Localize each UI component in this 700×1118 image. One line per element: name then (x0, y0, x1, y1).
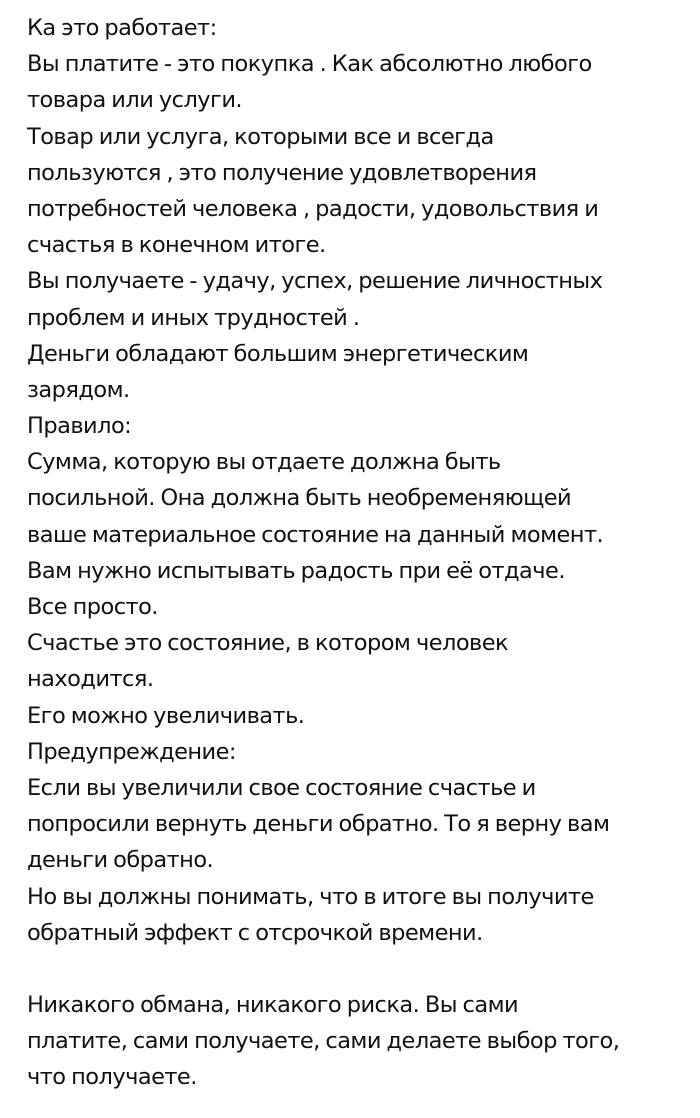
text-line: Деньги обладают большим энергетическим (27, 340, 529, 367)
text-line: Предупреждение: (27, 738, 236, 765)
text-line: потребностей человека , радости, удовольствия и (27, 195, 599, 222)
text-line: Если вы увеличили свое состояние счастье и (27, 774, 536, 801)
text-line: Вы получаете - удачу, успех, решение личностных (27, 268, 603, 295)
text-line: Ка это работает: (27, 15, 217, 41)
text-line: Товар или услуга, которыми все и всегда (27, 123, 494, 150)
text-line: Но вы должны понимать, что в итоге вы получите (27, 883, 594, 910)
text-line: деньги обратно. (27, 847, 214, 874)
text-line: Все просто. (27, 594, 158, 620)
text-line: Его можно увеличивать. (27, 702, 305, 729)
text-line: проблем и иных трудностей . (27, 304, 360, 331)
text-line: посильной. Она должна быть необременяющей (27, 485, 572, 512)
text-line: зарядом. (27, 376, 130, 403)
text-line: ваше материальное состояние на данный момент. (27, 521, 604, 548)
text-line: Счастье это состояние, в котором человек (27, 630, 509, 657)
blank-line (27, 951, 692, 987)
text-line: попросили вернуть деньги обратно. То я верну вам (27, 811, 610, 838)
text-line: находится. (27, 666, 154, 693)
text-line: Сумма, которую вы отдаете должна быть (27, 449, 501, 476)
text-line: пользуются , это получение удовлетворения (27, 159, 537, 186)
text-line: Вы платите - это покупка . Как абсолютно любого (27, 51, 592, 78)
text-line: что получаете. (27, 1064, 197, 1091)
text-line: товара или услуги. (27, 87, 243, 114)
text-line: Никакого обмана, никакого риска. Вы сами (27, 992, 519, 1019)
document-text (27, 10, 692, 1096)
text-line: обратный эффект с отсрочкой времени. (27, 919, 483, 946)
text-line: счастья в конечном итоге. (27, 232, 326, 259)
text-line: платите, сами получаете, сами делаете выбор того, (27, 1028, 620, 1055)
text-line: Вам нужно испытывать радость при её отдаче. (27, 557, 565, 584)
text-line: Правило: (27, 413, 132, 440)
